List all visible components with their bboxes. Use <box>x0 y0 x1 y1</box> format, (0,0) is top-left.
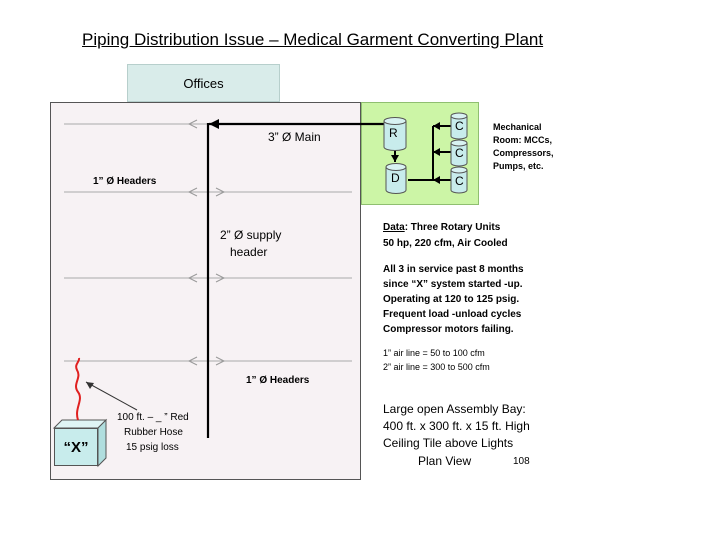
assembly-bay-line-3: Ceiling Tile above Lights <box>383 436 514 450</box>
data-line-1 <box>383 222 500 233</box>
headers-label-top: 1” Ø Headers <box>93 176 157 187</box>
x-station-top <box>54 420 106 428</box>
data-line-1-text: : Three Rotary Units <box>404 222 501 233</box>
x-station-side <box>98 420 106 466</box>
data-note-1: All 3 in service past 8 months <box>383 264 524 275</box>
assembly-bay-line-1: Large open Assembly Bay: <box>383 402 526 416</box>
data-note-5: Compressor motors failing. <box>383 324 514 335</box>
supply-header-label-2: header <box>230 245 268 259</box>
receiver-tank-top <box>384 118 406 125</box>
mech-room-line-2: Room: MCCs, <box>493 135 552 145</box>
receiver-label: R <box>389 126 398 140</box>
red-hose <box>76 358 80 420</box>
data-label: Data <box>383 222 405 233</box>
page-title: Piping Distribution Issue – Medical Garment Converting Plant <box>82 30 544 49</box>
main-label: 3” Ø Main <box>268 130 321 144</box>
mech-room-line-1: Mechanical <box>493 122 542 132</box>
hose-note-line-2: Rubber Hose <box>124 427 183 438</box>
dryer-label: D <box>391 171 400 185</box>
offices-area: Offices <box>127 64 280 102</box>
headers-label-bottom: 1” Ø Headers <box>246 375 310 386</box>
dryer-arrowhead <box>391 155 399 162</box>
assembly-bay-line-2: 400 ft. x 300 ft. x 15 ft. High <box>383 419 530 433</box>
hose-note-line-3: 15 psig loss <box>126 442 179 453</box>
data-note-3: Operating at 120 to 125 psig. <box>383 294 520 305</box>
data-note-4: Frequent load -unload cycles <box>383 309 522 320</box>
data-line-2: 50 hp, 220 cfm, Air Cooled <box>383 238 508 249</box>
supply-header-label-1: 2” Ø supply <box>220 228 282 242</box>
compressor-3-label: C <box>455 174 464 188</box>
mech-room-line-3: Compressors, <box>493 148 554 158</box>
page-number: 108 <box>513 456 530 467</box>
hose-callout-line <box>86 382 137 410</box>
air-line-2: 2” air line = 300 to 500 cfm <box>383 362 490 372</box>
plan-view-label: Plan View <box>418 454 472 468</box>
mech-room-line-4: Pumps, etc. <box>493 161 544 171</box>
compressor-1-label: C <box>455 119 464 133</box>
main-arrowhead <box>209 119 219 129</box>
hose-note-line-1: 100 ft. – _ ” Red <box>117 412 189 423</box>
compressor-2-label: C <box>455 146 464 160</box>
branch-arrowhead <box>433 176 440 184</box>
data-note-2: since “X” system started -up. <box>383 279 523 290</box>
branch-arrowhead <box>433 122 440 130</box>
branch-arrowhead <box>433 148 440 156</box>
air-line-1: 1” air line = 50 to 100 cfm <box>383 348 485 358</box>
x-station: “X” <box>54 428 98 466</box>
dryer-tank-top <box>386 164 406 171</box>
